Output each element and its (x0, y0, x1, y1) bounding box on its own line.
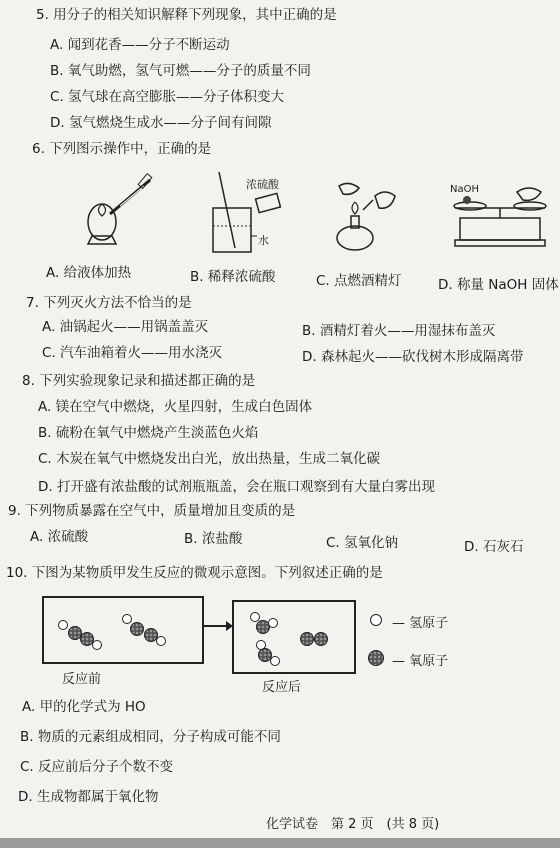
q6-option-b: B. 稀释浓硫酸 (190, 269, 276, 285)
label-naoh: NaOH (450, 184, 479, 195)
q6-option-a: A. 给液体加热 (46, 265, 132, 281)
page-footer: 化学试卷 第 2 页 (共 8 页) (266, 817, 440, 832)
scan-bottom-band (0, 838, 560, 848)
figure-lighting-lamp (325, 180, 415, 255)
oxygen-atom (130, 622, 144, 636)
q8-option-d: D. 打开盛有浓盐酸的试剂瓶瓶盖，会在瓶口观察到有大量白雾出现 (38, 479, 435, 495)
q9-option-a: A. 浓硫酸 (30, 529, 89, 545)
label-conc-acid: 浓硫酸 (246, 178, 279, 191)
q8-option-a: A. 镁在空气中燃烧，火星四射，生成白色固体 (38, 399, 313, 415)
legend-hydrogen-atom (370, 614, 382, 626)
legend-oxygen-atom (368, 650, 384, 666)
hydrogen-atom (92, 640, 102, 650)
q5-stem: 5. 用分子的相关知识解释下列现象，其中正确的是 (36, 7, 337, 23)
reaction-arrow (200, 618, 234, 634)
oxygen-atom (314, 632, 328, 646)
hydrogen-atom (156, 636, 166, 646)
hydrogen-atom (270, 656, 280, 666)
q8-stem: 8. 下列实验现象记录和描述都正确的是 (22, 373, 256, 389)
q6-stem: 6. 下列图示操作中，正确的是 (32, 141, 212, 157)
before-label: 反应前 (62, 672, 102, 687)
q7-option-b: B. 酒精灯着火——用湿抹布盖灭 (302, 323, 496, 339)
q10-option-b: B. 物质的元素组成相同，分子构成可能不同 (20, 729, 281, 745)
q7-option-a: A. 油锅起火——用锅盖盖灭 (42, 319, 209, 335)
q5-option-c: C. 氢气球在高空膨胀——分子体积变大 (50, 89, 285, 105)
diagram-after-box (232, 600, 356, 674)
q9-option-c: C. 氢氧化钠 (326, 535, 399, 551)
label-water: 水 (258, 234, 269, 247)
q10-option-c: C. 反应前后分子个数不变 (20, 759, 174, 775)
q5-option-d: D. 氢气燃烧生成水——分子间有间隙 (50, 115, 272, 131)
q8-option-c: C. 木炭在氧气中燃烧发出白光，放出热量，生成二氧化碳 (38, 451, 381, 467)
q10-option-a: A. 甲的化学式为 HO (22, 699, 146, 715)
q9-stem: 9. 下列物质暴露在空气中，质量增加且变质的是 (8, 503, 296, 519)
legend-hydrogen-label: — 氢原子 (392, 616, 449, 631)
legend-oxygen-label: — 氧原子 (392, 654, 449, 669)
figure-heating-liquid (80, 170, 170, 250)
hydrogen-atom (122, 614, 132, 624)
oxygen-atom (300, 632, 314, 646)
after-label: 反应后 (262, 680, 302, 695)
q5-option-b: B. 氧气助燃，氢气可燃——分子的质量不同 (50, 63, 311, 79)
q9-option-b: B. 浓盐酸 (184, 531, 243, 547)
q7-stem: 7. 下列灭火方法不恰当的是 (26, 295, 192, 311)
q6-option-d: D. 称量 NaOH 固体 (438, 277, 559, 293)
q10-option-d: D. 生成物都属于氧化物 (18, 789, 159, 805)
q6-option-c: C. 点燃酒精灯 (316, 273, 402, 289)
hydrogen-atom (58, 620, 68, 630)
q7-option-d: D. 森林起火——砍伐树木形成隔离带 (302, 349, 524, 365)
q9-option-d: D. 石灰石 (464, 539, 524, 555)
q8-option-b: B. 硫粉在氧气中燃烧产生淡蓝色火焰 (38, 425, 259, 441)
diagram-before-box (42, 596, 204, 664)
q10-stem: 10. 下图为某物质甲发生反应的微观示意图。下列叙述正确的是 (6, 565, 383, 581)
q5-option-a: A. 闻到花香——分子不断运动 (50, 37, 230, 53)
hydrogen-atom (268, 618, 278, 628)
q7-option-c: C. 汽车油箱着火——用水浇灭 (42, 345, 223, 361)
